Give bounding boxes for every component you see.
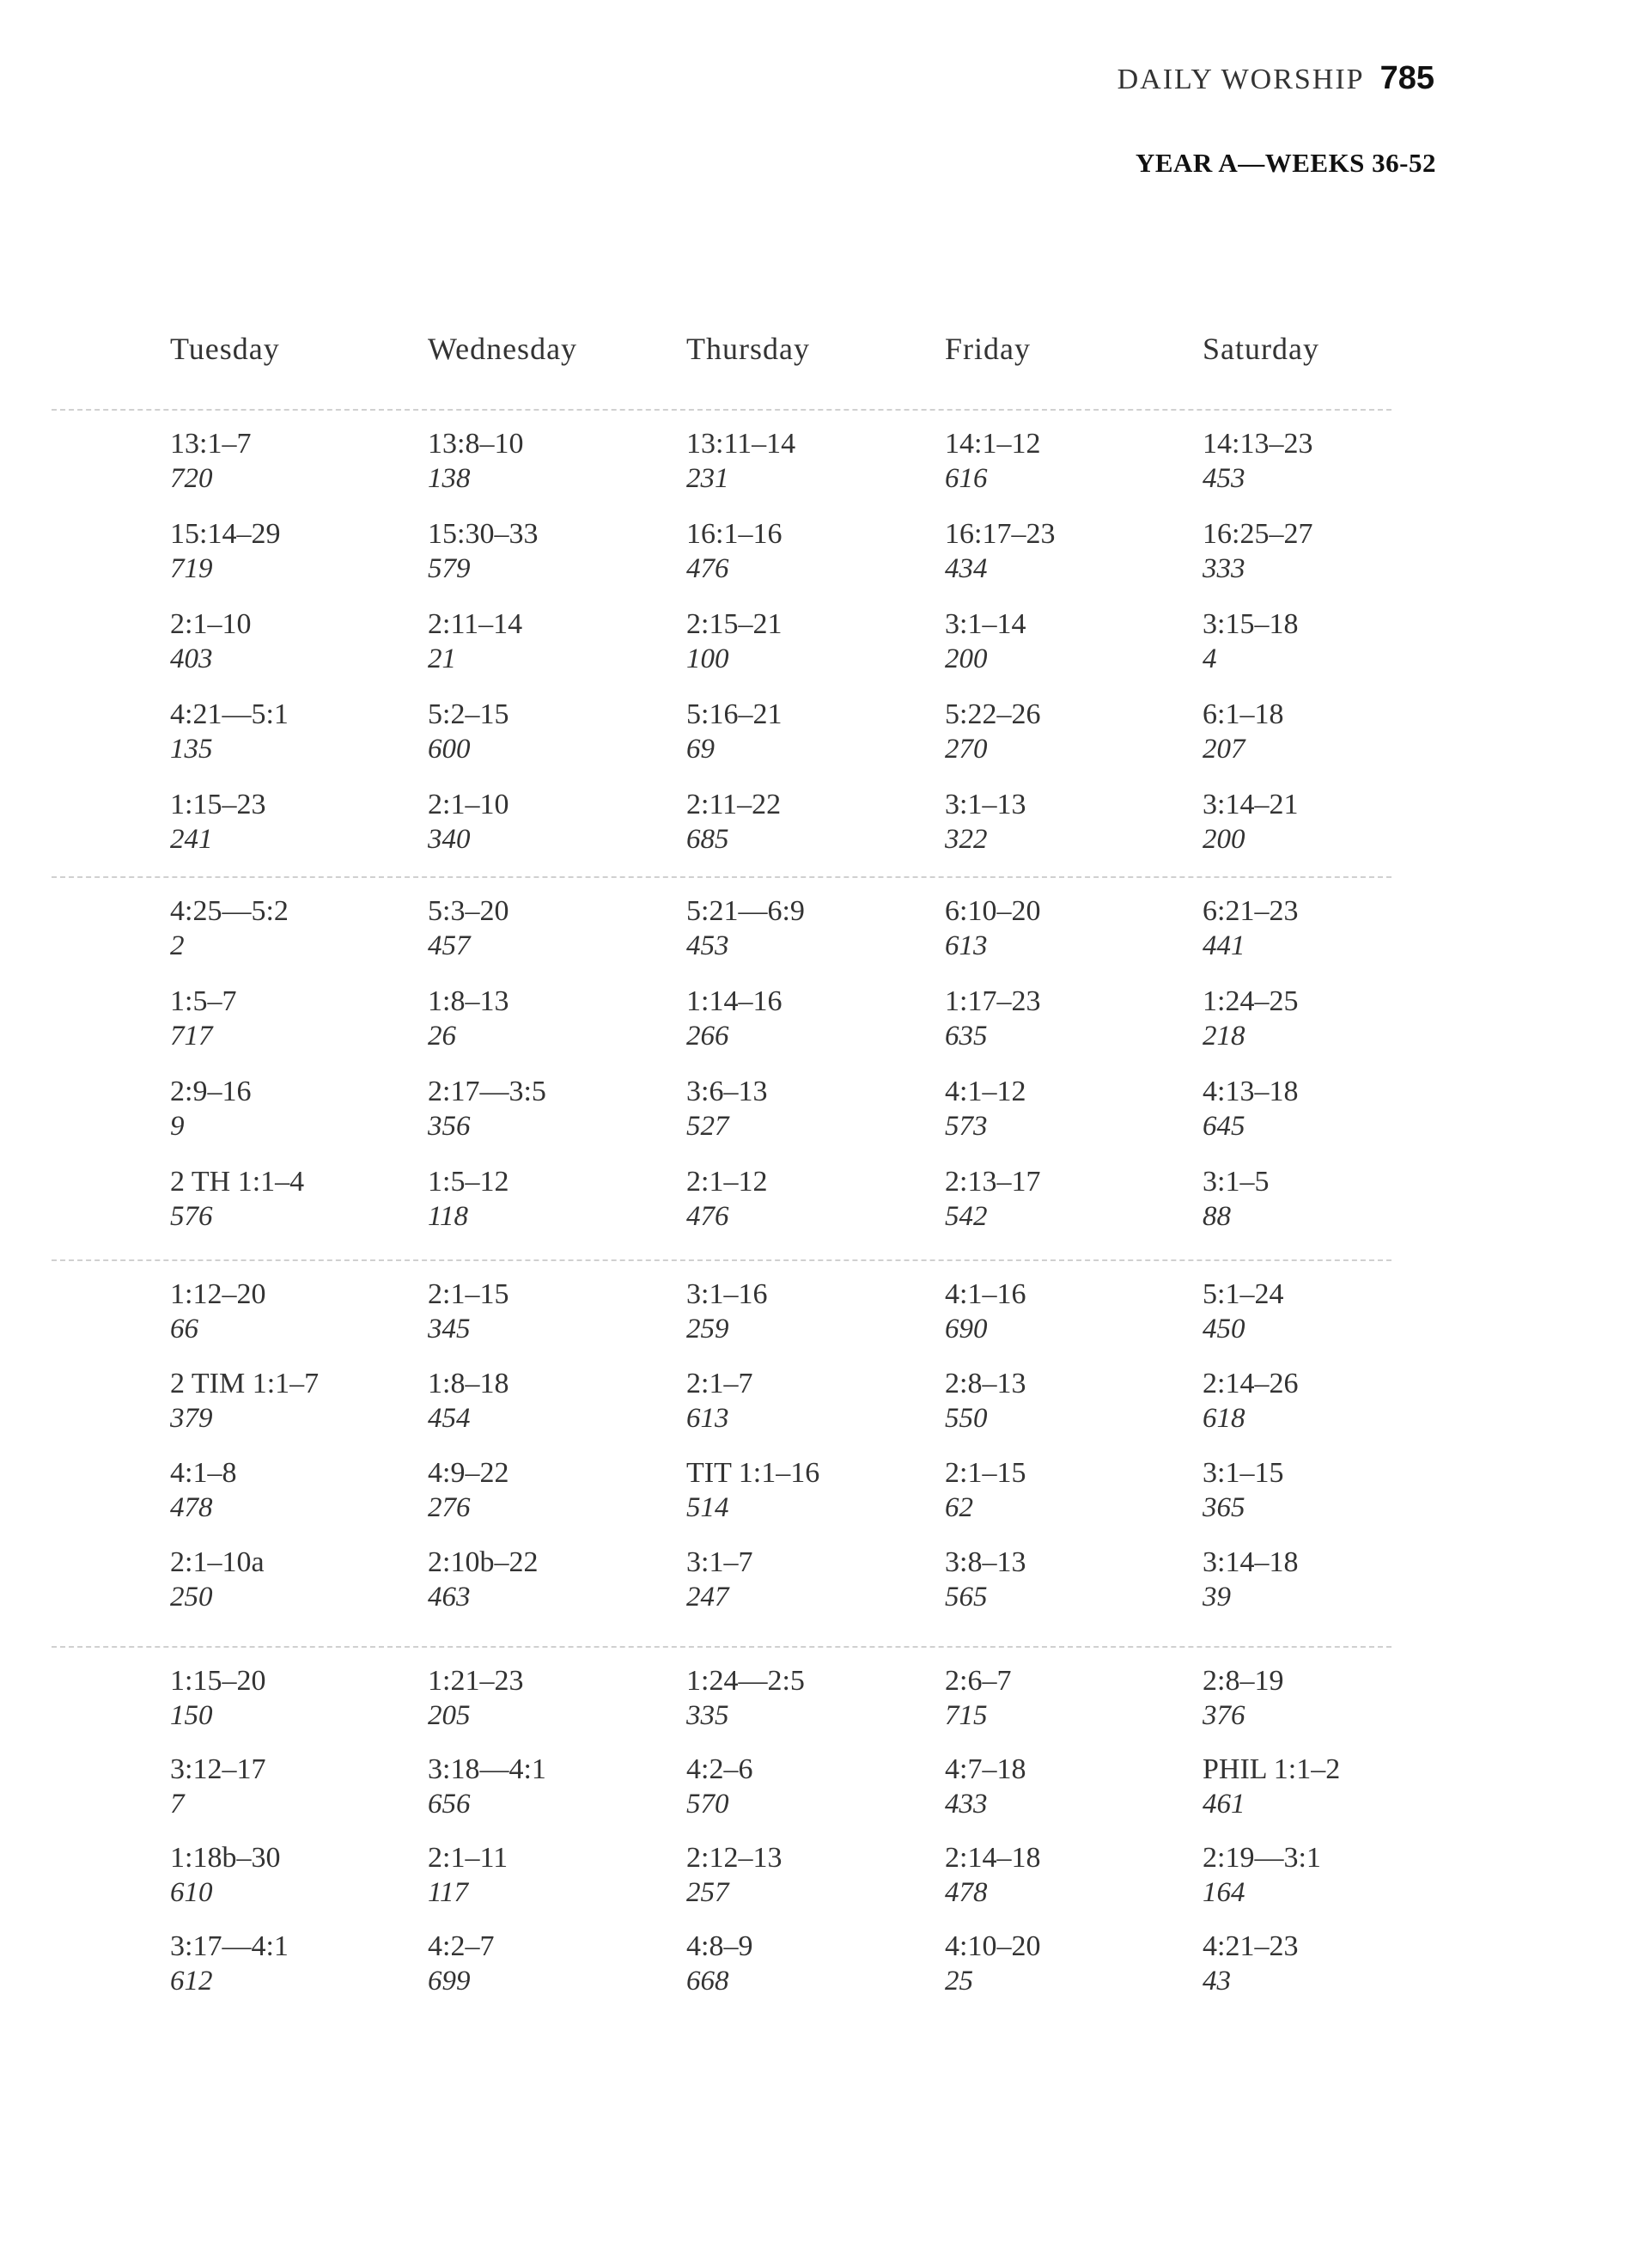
hymn-number: 207 bbox=[1203, 734, 1245, 765]
group-divider bbox=[52, 1646, 1391, 1648]
scripture-reference: 3:14–18 bbox=[1203, 1546, 1299, 1578]
scripture-reference: 2:11–22 bbox=[686, 789, 782, 820]
hymn-number: 43 bbox=[1203, 1966, 1231, 1997]
scripture-reference: 2:11–14 bbox=[428, 608, 523, 640]
scripture-reference: 4:8–9 bbox=[686, 1930, 753, 1962]
reading-cell-thursday bbox=[686, 1753, 935, 1821]
scripture-reference: 4:10–20 bbox=[945, 1930, 1041, 1962]
reading-cell-thursday bbox=[686, 1277, 935, 1346]
scripture-reference: 13:1–7 bbox=[170, 428, 252, 460]
hymn-number: 613 bbox=[945, 930, 988, 961]
hymn-number: 266 bbox=[686, 1021, 729, 1052]
hymn-number: 322 bbox=[945, 824, 988, 855]
reading-cell-saturday bbox=[1203, 517, 1452, 586]
running-head bbox=[1031, 60, 1434, 97]
day-header-friday: Friday bbox=[945, 332, 1031, 366]
scripture-reference: 2:1–12 bbox=[686, 1166, 768, 1198]
hymn-number: 333 bbox=[1203, 553, 1245, 584]
section-subheading: YEAR A—WEEKS 36-52 bbox=[1135, 148, 1436, 178]
reading-cell-wednesday bbox=[428, 1075, 677, 1143]
hymn-number: 453 bbox=[1203, 463, 1245, 494]
scripture-reference: 3:17—4:1 bbox=[170, 1930, 289, 1962]
scripture-reference: 2:8–13 bbox=[945, 1368, 1026, 1399]
reading-cell-tuesday bbox=[170, 788, 419, 857]
scripture-reference: 2:17—3:5 bbox=[428, 1076, 546, 1107]
reading-cell-friday bbox=[945, 788, 1194, 857]
hymn-number: 117 bbox=[428, 1877, 469, 1908]
scripture-reference: 2:6–7 bbox=[945, 1665, 1012, 1697]
hymn-number: 610 bbox=[170, 1877, 213, 1908]
hymn-number: 356 bbox=[428, 1111, 471, 1142]
reading-cell-saturday bbox=[1203, 788, 1452, 857]
reading-cell-wednesday bbox=[428, 1753, 677, 1821]
hymn-number: 717 bbox=[170, 1021, 213, 1052]
hymn-number: 514 bbox=[686, 1492, 729, 1523]
scripture-reference: 1:8–13 bbox=[428, 985, 509, 1017]
reading-cell-thursday bbox=[686, 1075, 935, 1143]
reading-row bbox=[0, 1277, 1632, 1355]
scripture-reference: 4:2–7 bbox=[428, 1930, 495, 1962]
scripture-reference: 2:1–15 bbox=[428, 1278, 509, 1310]
reading-cell-wednesday bbox=[428, 1664, 677, 1733]
hymn-number: 457 bbox=[428, 930, 471, 961]
hymn-number: 685 bbox=[686, 824, 729, 855]
reading-cell-tuesday bbox=[170, 1367, 419, 1436]
scripture-reference: 2:19—3:1 bbox=[1203, 1842, 1321, 1874]
scripture-reference: 5:1–24 bbox=[1203, 1278, 1284, 1310]
reading-row bbox=[0, 985, 1632, 1062]
hymn-number: 118 bbox=[428, 1201, 469, 1232]
scripture-reference: 16:25–27 bbox=[1203, 518, 1313, 550]
hymn-number: 600 bbox=[428, 734, 471, 765]
scripture-reference: 2:1–11 bbox=[428, 1842, 508, 1874]
reading-cell-tuesday bbox=[170, 1277, 419, 1346]
hymn-number: 612 bbox=[170, 1966, 213, 1997]
reading-cell-friday bbox=[945, 517, 1194, 586]
scripture-reference: 3:1–5 bbox=[1203, 1166, 1270, 1198]
scripture-reference: 3:12–17 bbox=[170, 1753, 266, 1785]
scripture-reference: 13:11–14 bbox=[686, 428, 796, 460]
scripture-reference: 1:15–23 bbox=[170, 789, 266, 820]
reading-cell-tuesday bbox=[170, 1165, 419, 1234]
scripture-reference: 3:1–14 bbox=[945, 608, 1026, 640]
reading-cell-friday bbox=[945, 985, 1194, 1053]
scripture-reference: 14:1–12 bbox=[945, 428, 1041, 460]
scripture-reference: 4:21—5:1 bbox=[170, 698, 289, 730]
reading-cell-saturday bbox=[1203, 1841, 1452, 1910]
hymn-number: 250 bbox=[170, 1582, 213, 1613]
scripture-reference: 2:8–19 bbox=[1203, 1665, 1284, 1697]
reading-cell-thursday bbox=[686, 517, 935, 586]
reading-row bbox=[0, 1664, 1632, 1741]
reading-cell-saturday bbox=[1203, 1075, 1452, 1143]
group-divider bbox=[52, 409, 1391, 411]
hymn-number: 635 bbox=[945, 1021, 988, 1052]
scripture-reference: 2 TH 1:1–4 bbox=[170, 1166, 305, 1198]
hymn-number: 576 bbox=[170, 1201, 213, 1232]
hymn-number: 2 bbox=[170, 930, 185, 961]
hymn-number: 476 bbox=[686, 553, 729, 584]
hymn-number: 720 bbox=[170, 463, 213, 494]
scripture-reference: 2:13–17 bbox=[945, 1166, 1041, 1198]
hymn-number: 433 bbox=[945, 1789, 988, 1820]
reading-cell-friday bbox=[945, 1930, 1194, 1998]
reading-row bbox=[0, 1753, 1632, 1830]
hymn-number: 656 bbox=[428, 1789, 471, 1820]
reading-cell-saturday bbox=[1203, 894, 1452, 963]
hymn-number: 21 bbox=[428, 643, 456, 674]
group-divider bbox=[52, 1259, 1391, 1261]
reading-cell-thursday bbox=[686, 1930, 935, 1998]
hymn-number: 690 bbox=[945, 1314, 988, 1344]
reading-cell-friday bbox=[945, 1277, 1194, 1346]
hymn-number: 403 bbox=[170, 643, 213, 674]
reading-cell-friday bbox=[945, 1456, 1194, 1525]
reading-cell-saturday bbox=[1203, 1367, 1452, 1436]
group-divider bbox=[52, 876, 1391, 878]
reading-cell-saturday bbox=[1203, 1664, 1452, 1733]
scripture-reference: 3:1–7 bbox=[686, 1546, 753, 1578]
hymn-number: 138 bbox=[428, 463, 471, 494]
reading-cell-wednesday bbox=[428, 894, 677, 963]
reading-cell-friday bbox=[945, 1664, 1194, 1733]
reading-cell-thursday bbox=[686, 1841, 935, 1910]
hymn-number: 200 bbox=[1203, 824, 1245, 855]
reading-cell-saturday bbox=[1203, 1930, 1452, 1998]
hymn-number: 715 bbox=[945, 1700, 988, 1731]
reading-cell-tuesday bbox=[170, 607, 419, 676]
scripture-reference: 2:10b–22 bbox=[428, 1546, 539, 1578]
hymn-number: 461 bbox=[1203, 1789, 1245, 1820]
hymn-number: 376 bbox=[1203, 1700, 1245, 1731]
scripture-reference: PHIL 1:1–2 bbox=[1203, 1753, 1341, 1785]
hymn-number: 441 bbox=[1203, 930, 1245, 961]
reading-cell-wednesday bbox=[428, 1546, 677, 1614]
scripture-reference: 1:21–23 bbox=[428, 1665, 524, 1697]
day-header-wednesday: Wednesday bbox=[428, 332, 578, 366]
scripture-reference: 2:1–15 bbox=[945, 1457, 1026, 1489]
reading-row bbox=[0, 1367, 1632, 1444]
reading-cell-friday bbox=[945, 1753, 1194, 1821]
reading-cell-thursday bbox=[686, 894, 935, 963]
scripture-reference: 13:8–10 bbox=[428, 428, 524, 460]
scripture-reference: 2:12–13 bbox=[686, 1842, 783, 1874]
scripture-reference: 15:14–29 bbox=[170, 518, 281, 550]
reading-cell-saturday bbox=[1203, 1546, 1452, 1614]
reading-cell-thursday bbox=[686, 1367, 935, 1436]
hymn-number: 205 bbox=[428, 1700, 471, 1731]
scripture-reference: 3:15–18 bbox=[1203, 608, 1299, 640]
reading-cell-friday bbox=[945, 698, 1194, 766]
reading-row bbox=[0, 1930, 1632, 2007]
hymn-number: 135 bbox=[170, 734, 213, 765]
reading-cell-wednesday bbox=[428, 517, 677, 586]
scripture-reference: 6:1–18 bbox=[1203, 698, 1284, 730]
scripture-reference: 4:1–8 bbox=[170, 1457, 237, 1489]
scripture-reference: 4:1–16 bbox=[945, 1278, 1026, 1310]
reading-cell-wednesday bbox=[428, 607, 677, 676]
scripture-reference: 3:1–15 bbox=[1203, 1457, 1284, 1489]
hymn-number: 7 bbox=[170, 1789, 185, 1820]
scripture-reference: 1:17–23 bbox=[945, 985, 1041, 1017]
scripture-reference: 5:2–15 bbox=[428, 698, 509, 730]
scripture-reference: 5:21—6:9 bbox=[686, 895, 805, 927]
reading-cell-thursday bbox=[686, 698, 935, 766]
hymn-number: 150 bbox=[170, 1700, 213, 1731]
hymn-number: 579 bbox=[428, 553, 471, 584]
scripture-reference: 6:21–23 bbox=[1203, 895, 1299, 927]
scripture-reference: 4:21–23 bbox=[1203, 1930, 1299, 1962]
reading-cell-wednesday bbox=[428, 1165, 677, 1234]
scripture-reference: 4:25—5:2 bbox=[170, 895, 289, 927]
hymn-number: 335 bbox=[686, 1700, 729, 1731]
reading-cell-saturday bbox=[1203, 698, 1452, 766]
day-header-thursday: Thursday bbox=[686, 332, 810, 366]
scripture-reference: 4:1–12 bbox=[945, 1076, 1026, 1107]
hymn-number: 66 bbox=[170, 1314, 198, 1344]
scripture-reference: 1:14–16 bbox=[686, 985, 783, 1017]
reading-row bbox=[0, 427, 1632, 504]
reading-row bbox=[0, 1456, 1632, 1533]
reading-cell-friday bbox=[945, 1841, 1194, 1910]
reading-cell-thursday bbox=[686, 1546, 935, 1614]
hymn-number: 476 bbox=[686, 1201, 729, 1232]
scripture-reference: 3:1–16 bbox=[686, 1278, 768, 1310]
hymn-number: 618 bbox=[1203, 1403, 1245, 1434]
reading-cell-wednesday bbox=[428, 1456, 677, 1525]
reading-cell-thursday bbox=[686, 607, 935, 676]
scripture-reference: 1:15–20 bbox=[170, 1665, 266, 1697]
reading-cell-tuesday bbox=[170, 894, 419, 963]
reading-cell-thursday bbox=[686, 985, 935, 1053]
scripture-reference: 1:8–18 bbox=[428, 1368, 509, 1399]
reading-row bbox=[0, 698, 1632, 775]
reading-row bbox=[0, 607, 1632, 685]
day-header-row bbox=[0, 331, 1632, 382]
scripture-reference: 4:7–18 bbox=[945, 1753, 1026, 1785]
scripture-reference: 4:2–6 bbox=[686, 1753, 753, 1785]
hymn-number: 527 bbox=[686, 1111, 729, 1142]
hymn-number: 450 bbox=[1203, 1314, 1245, 1344]
scripture-reference: 2 TIM 1:1–7 bbox=[170, 1368, 320, 1399]
reading-cell-friday bbox=[945, 427, 1194, 496]
reading-cell-saturday bbox=[1203, 1753, 1452, 1821]
hymn-number: 218 bbox=[1203, 1021, 1245, 1052]
hymn-number: 616 bbox=[945, 463, 988, 494]
scripture-reference: 5:16–21 bbox=[686, 698, 783, 730]
hymn-number: 550 bbox=[945, 1403, 988, 1434]
scripture-reference: 3:14–21 bbox=[1203, 789, 1299, 820]
scripture-reference: TIT 1:1–16 bbox=[686, 1457, 820, 1489]
hymn-number: 565 bbox=[945, 1582, 988, 1613]
scripture-reference: 16:17–23 bbox=[945, 518, 1056, 550]
reading-cell-tuesday bbox=[170, 427, 419, 496]
reading-cell-wednesday bbox=[428, 1841, 677, 1910]
hymn-number: 645 bbox=[1203, 1111, 1245, 1142]
reading-cell-saturday bbox=[1203, 1165, 1452, 1234]
reading-cell-friday bbox=[945, 1075, 1194, 1143]
reading-cell-tuesday bbox=[170, 1075, 419, 1143]
scripture-reference: 3:18—4:1 bbox=[428, 1753, 546, 1785]
hymn-number: 164 bbox=[1203, 1877, 1245, 1908]
reading-cell-thursday bbox=[686, 788, 935, 857]
scripture-reference: 3:8–13 bbox=[945, 1546, 1026, 1578]
scripture-reference: 1:24—2:5 bbox=[686, 1665, 805, 1697]
reading-cell-wednesday bbox=[428, 1277, 677, 1346]
hymn-number: 25 bbox=[945, 1966, 973, 1997]
hymn-number: 434 bbox=[945, 553, 988, 584]
reading-cell-saturday bbox=[1203, 427, 1452, 496]
reading-row bbox=[0, 1075, 1632, 1152]
hymn-number: 88 bbox=[1203, 1201, 1231, 1232]
reading-cell-saturday bbox=[1203, 985, 1452, 1053]
hymn-number: 259 bbox=[686, 1314, 729, 1344]
hymn-number: 668 bbox=[686, 1966, 729, 1997]
reading-cell-tuesday bbox=[170, 1930, 419, 1998]
scripture-reference: 6:10–20 bbox=[945, 895, 1041, 927]
hymn-number: 9 bbox=[170, 1111, 185, 1142]
running-title: DAILY WORSHIP bbox=[1117, 64, 1365, 95]
reading-cell-thursday bbox=[686, 1165, 935, 1234]
hymn-number: 257 bbox=[686, 1877, 729, 1908]
hymn-number: 276 bbox=[428, 1492, 471, 1523]
reading-cell-friday bbox=[945, 1546, 1194, 1614]
hymn-number: 340 bbox=[428, 824, 471, 855]
reading-row bbox=[0, 1546, 1632, 1623]
hymn-number: 69 bbox=[686, 734, 715, 765]
scripture-reference: 2:9–16 bbox=[170, 1076, 252, 1107]
hymn-number: 241 bbox=[170, 824, 213, 855]
reading-cell-friday bbox=[945, 1367, 1194, 1436]
hymn-number: 231 bbox=[686, 463, 729, 494]
reading-cell-friday bbox=[945, 894, 1194, 963]
scripture-reference: 1:12–20 bbox=[170, 1278, 266, 1310]
scripture-reference: 15:30–33 bbox=[428, 518, 539, 550]
reading-cell-tuesday bbox=[170, 985, 419, 1053]
reading-cell-tuesday bbox=[170, 1841, 419, 1910]
reading-cell-thursday bbox=[686, 1456, 935, 1525]
reading-row bbox=[0, 788, 1632, 865]
hymn-number: 570 bbox=[686, 1789, 729, 1820]
reading-cell-saturday bbox=[1203, 607, 1452, 676]
reading-cell-thursday bbox=[686, 1664, 935, 1733]
scripture-reference: 1:5–12 bbox=[428, 1166, 509, 1198]
reading-row bbox=[0, 517, 1632, 594]
scripture-reference: 5:22–26 bbox=[945, 698, 1041, 730]
scripture-reference: 2:14–26 bbox=[1203, 1368, 1299, 1399]
scripture-reference: 2:1–10a bbox=[170, 1546, 265, 1578]
hymn-number: 200 bbox=[945, 643, 988, 674]
scripture-reference: 14:13–23 bbox=[1203, 428, 1313, 460]
hymn-number: 454 bbox=[428, 1403, 471, 1434]
scripture-reference: 3:1–13 bbox=[945, 789, 1026, 820]
hymn-number: 270 bbox=[945, 734, 988, 765]
reading-cell-saturday bbox=[1203, 1277, 1452, 1346]
page-number: 785 bbox=[1379, 60, 1434, 96]
scripture-reference: 2:1–10 bbox=[170, 608, 252, 640]
reading-row bbox=[0, 1841, 1632, 1918]
reading-cell-tuesday bbox=[170, 517, 419, 586]
reading-cell-saturday bbox=[1203, 1456, 1452, 1525]
hymn-number: 699 bbox=[428, 1966, 471, 1997]
hymn-number: 542 bbox=[945, 1201, 988, 1232]
scripture-reference: 2:1–10 bbox=[428, 789, 509, 820]
reading-cell-wednesday bbox=[428, 427, 677, 496]
scripture-reference: 16:1–16 bbox=[686, 518, 783, 550]
reading-cell-wednesday bbox=[428, 985, 677, 1053]
reading-cell-wednesday bbox=[428, 1367, 677, 1436]
reading-cell-friday bbox=[945, 1165, 1194, 1234]
reading-cell-tuesday bbox=[170, 1753, 419, 1821]
scripture-reference: 2:14–18 bbox=[945, 1842, 1041, 1874]
reading-cell-tuesday bbox=[170, 1456, 419, 1525]
hymn-number: 100 bbox=[686, 643, 729, 674]
scripture-reference: 1:5–7 bbox=[170, 985, 237, 1017]
scripture-reference: 3:6–13 bbox=[686, 1076, 768, 1107]
scripture-reference: 2:1–7 bbox=[686, 1368, 753, 1399]
reading-cell-wednesday bbox=[428, 1930, 677, 1998]
hymn-number: 345 bbox=[428, 1314, 471, 1344]
day-header-saturday: Saturday bbox=[1203, 332, 1319, 366]
reading-cell-thursday bbox=[686, 427, 935, 496]
scripture-reference: 5:3–20 bbox=[428, 895, 509, 927]
hymn-number: 26 bbox=[428, 1021, 456, 1052]
hymn-number: 4 bbox=[1203, 643, 1217, 674]
reading-row bbox=[0, 894, 1632, 972]
hymn-number: 365 bbox=[1203, 1492, 1245, 1523]
hymn-number: 719 bbox=[170, 553, 213, 584]
hymn-number: 478 bbox=[170, 1492, 213, 1523]
hymn-number: 62 bbox=[945, 1492, 973, 1523]
reading-cell-wednesday bbox=[428, 698, 677, 766]
reading-row bbox=[0, 1165, 1632, 1242]
hymn-number: 478 bbox=[945, 1877, 988, 1908]
reading-cell-tuesday bbox=[170, 1546, 419, 1614]
scripture-reference: 1:18b–30 bbox=[170, 1842, 281, 1874]
hymn-number: 247 bbox=[686, 1582, 729, 1613]
hymn-number: 39 bbox=[1203, 1582, 1231, 1613]
scripture-reference: 4:9–22 bbox=[428, 1457, 509, 1489]
scripture-reference: 2:15–21 bbox=[686, 608, 783, 640]
hymn-number: 453 bbox=[686, 930, 729, 961]
reading-cell-wednesday bbox=[428, 788, 677, 857]
scripture-reference: 4:13–18 bbox=[1203, 1076, 1299, 1107]
hymn-number: 463 bbox=[428, 1582, 471, 1613]
scripture-reference: 1:24–25 bbox=[1203, 985, 1299, 1017]
hymn-number: 613 bbox=[686, 1403, 729, 1434]
hymn-number: 379 bbox=[170, 1403, 213, 1434]
hymn-number: 573 bbox=[945, 1111, 988, 1142]
day-header-tuesday: Tuesday bbox=[170, 332, 280, 366]
reading-cell-tuesday bbox=[170, 698, 419, 766]
reading-cell-tuesday bbox=[170, 1664, 419, 1733]
reading-cell-friday bbox=[945, 607, 1194, 676]
